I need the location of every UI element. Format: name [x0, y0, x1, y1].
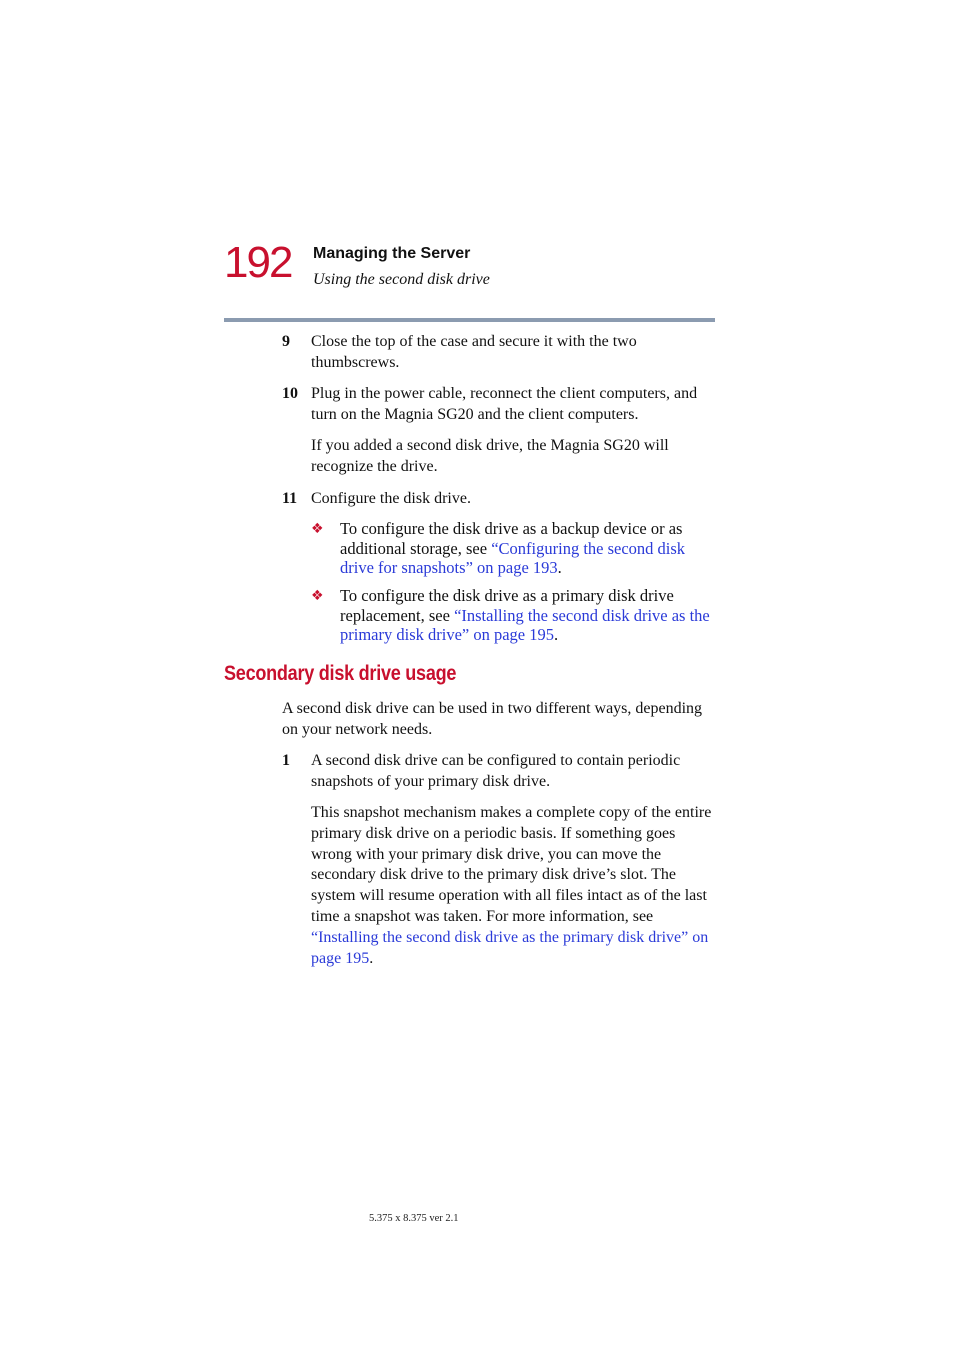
step-number: 9 [282, 333, 290, 350]
step-number: 11 [282, 490, 298, 507]
page-number: 192 [224, 238, 292, 287]
chapter-title: Managing the Server [313, 245, 471, 262]
step-1-note-after: . [369, 949, 374, 967]
step-text: Configure the disk drive. [311, 490, 471, 507]
section-heading: Secondary disk drive usage [224, 662, 457, 685]
cross-reference-link[interactable]: “Installing the second disk drive as the primary disk drive” on page 195 [340, 605, 710, 644]
cross-reference-link[interactable]: “Configuring the second disk drive for snapshots” on page 193 [340, 538, 686, 577]
step-1-note-text: This snapshot mechanism makes a complete copy of the entire primary disk drive on a periodic basis. If something goes wrong with your primary disk drive, you can move the secondary disk drive to the primary disk drive’s slot. The system will resume operation with all files intact as of the last time a snapshot was taken. For more information, see [311, 804, 712, 925]
bullet-text-after: . [557, 558, 562, 577]
bullet-text [340, 519, 715, 578]
step-number: 1 [282, 752, 290, 769]
step-text: Close the top of the case and secure it with the two thumbscrews. [311, 333, 637, 371]
step-number: 10 [282, 385, 298, 402]
diamond-bullet-icon: ❖ [311, 588, 324, 604]
step-text: A second disk drive can be configured to contain periodic snapshots of your primary disk drive. [311, 752, 681, 790]
section-intro: A second disk drive can be used in two different ways, depending on your network needs. [282, 700, 703, 738]
section-subtitle: Using the second disk drive [313, 271, 490, 288]
bullet-text [340, 586, 715, 645]
step-1-note [311, 803, 715, 969]
bullet-text-before: To configure the disk drive as a primary disk drive replacement, see [340, 586, 674, 625]
step-text: Plug in the power cable, reconnect the client computers, and turn on the Magnia SG20 and the client computers. [311, 385, 698, 423]
cross-reference-link[interactable]: “Installing the second disk drive as the primary disk drive” on page 195 [311, 928, 709, 967]
diamond-bullet-icon: ❖ [311, 521, 324, 537]
step-10-note: If you added a second disk drive, the Magnia SG20 will recognize the drive. [311, 437, 669, 475]
header-rule [224, 318, 715, 322]
footer-version: 5.375 x 8.375 ver 2.1 [369, 1213, 459, 1224]
bullet-text-before: To configure the disk drive as a backup device or as additional storage, see [340, 519, 683, 558]
bullet-text-after: . [553, 625, 559, 644]
